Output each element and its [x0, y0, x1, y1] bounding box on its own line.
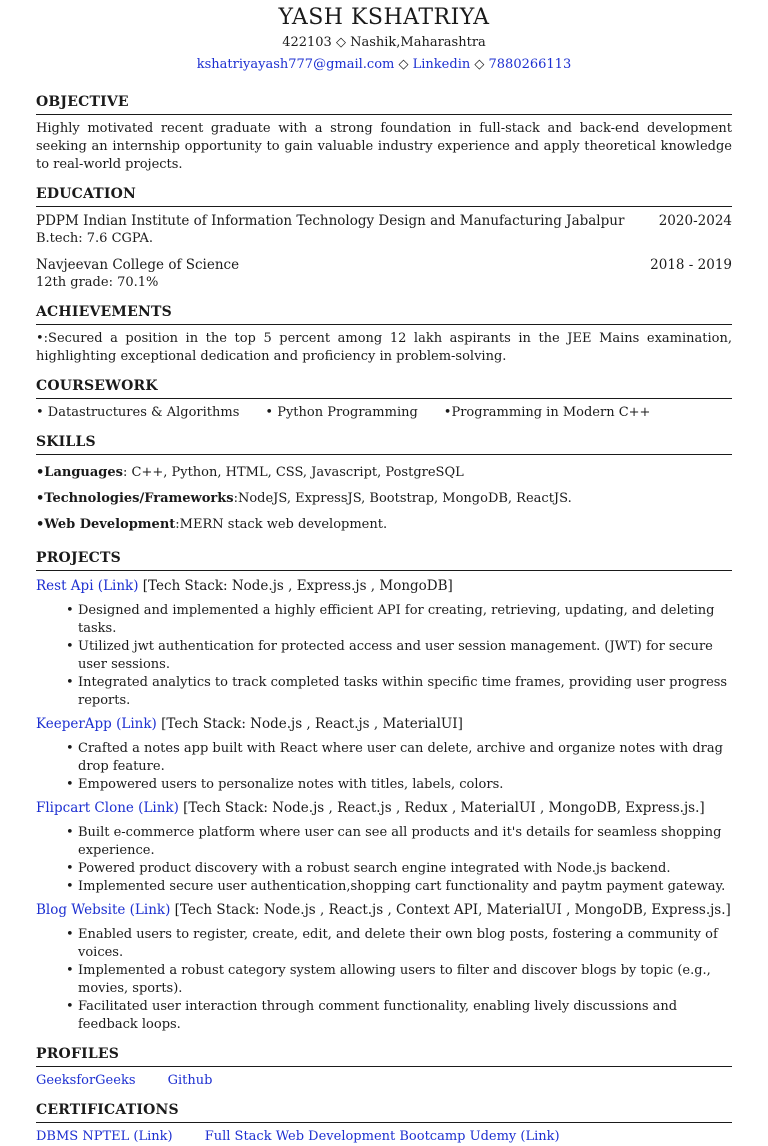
section-title-skills: SKILLS	[36, 434, 732, 455]
education-detail: 12th grade: 70.1%	[36, 275, 159, 290]
linkedin-link[interactable]: Linkedin	[412, 57, 471, 72]
profile-link-geeksforgeeks[interactable]: GeeksforGeeks	[36, 1073, 136, 1088]
project-link[interactable]: Blog Website (Link)	[36, 902, 171, 918]
education-institution: Navjeevan College of Science	[36, 257, 240, 273]
section-title-certifications: CERTIFICATIONS	[36, 1102, 732, 1123]
project-link[interactable]: Flipcart Clone (Link)	[36, 800, 179, 816]
certification-link[interactable]: Full Stack Web Development Bootcamp Udemy (Link)	[204, 1129, 560, 1144]
project-stack: [Tech Stack: Node.js , Express.js , MongoDB]	[138, 578, 453, 594]
objective-text: Highly motivated recent graduate with a strong foundation in full-stack and back-end development seeking an internship opportunity to gain valuable industry experience and apply theoretical knowledge to real-world projects.	[36, 121, 732, 172]
resume-page	[36, 0, 732, 1146]
phone-link[interactable]: 7880266113	[488, 57, 572, 72]
project-item	[36, 900, 732, 1034]
project-bullet: • Crafted a notes app built with React where user can delete, archive and organize notes with drag drop feature.	[66, 740, 732, 776]
education-item	[36, 256, 732, 292]
contact-line	[36, 54, 732, 76]
skill-line	[36, 512, 732, 538]
education-detail: B.tech: 7.6 CGPA.	[36, 231, 153, 246]
project-bullet: • Built e-commerce platform where user can see all products and it's details for seamless shopping experience.	[66, 824, 732, 860]
section-title-achievements: ACHIEVEMENTS	[36, 304, 732, 325]
project-bullet: • Facilitated user interaction through comment functionality, enabling lively discussions and feedback loops.	[66, 998, 732, 1034]
section-title-projects: PROJECTS	[36, 550, 732, 571]
project-bullet: • Powered product discovery with a robust search engine integrated with Node.js backend.	[66, 860, 732, 878]
profiles-list	[36, 1072, 732, 1090]
achievement-text: •:Secured a position in the top 5 percent among 12 lakh aspirants in the JEE Mains examination, highlighting exceptional dedication and proficiency in problem-solving.	[36, 331, 732, 364]
skill-label: •Technologies/Frameworks	[36, 491, 234, 506]
certifications-list	[36, 1128, 732, 1146]
project-bullet: • Designed and implemented a highly efficient API for creating, retrieving, updating, and deleting tasks.	[66, 602, 732, 638]
project-item	[36, 798, 732, 896]
skill-line	[36, 486, 732, 512]
course-item: •Programming in Modern C++	[443, 405, 651, 420]
project-stack: [Tech Stack: Node.js , React.js , Context API, MaterialUI , MongoDB, Express.js.]	[170, 902, 731, 918]
skill-value: :NodeJS, ExpressJS, Bootstrap, MongoDB, ReactJS.	[233, 491, 572, 506]
project-link[interactable]: KeeperApp (Link)	[36, 716, 157, 732]
project-link[interactable]: Rest Api (Link)	[36, 578, 139, 594]
project-bullet: • Implemented secure user authentication,shopping cart functionality and paytm payment gateway.	[66, 878, 732, 896]
project-bullet: • Implemented a robust category system allowing users to filter and discover blogs by topic (e.g., movies, sports).	[66, 962, 732, 998]
project-stack: [Tech Stack: Node.js , React.js , MaterialUI]	[156, 716, 463, 732]
course-item: • Datastructures & Algorithms	[36, 405, 240, 420]
section-title-education: EDUCATION	[36, 186, 732, 207]
project-bullet: • Enabled users to register, create, edit, and delete their own blog posts, fostering a community of voices.	[66, 926, 732, 962]
education-years: 2018 - 2019	[650, 257, 732, 273]
project-item	[36, 714, 732, 794]
skill-label: •Languages	[36, 465, 123, 480]
skill-value: :MERN stack web development.	[175, 517, 388, 532]
address-line: 422103 ◇ Nashik,Maharashtra	[282, 35, 486, 50]
skill-label: •Web Development	[36, 517, 176, 532]
project-stack: [Tech Stack: Node.js , React.js , Redux , MaterialUI , MongoDB, Express.js.]	[178, 800, 705, 816]
profile-link-github[interactable]: Github	[167, 1073, 213, 1088]
email-link[interactable]: kshatriyayash777@gmail.com	[196, 57, 395, 72]
coursework-list	[36, 404, 732, 422]
separator: ◇	[398, 57, 409, 72]
project-bullet: • Utilized jwt authentication for protected access and user session management. (JWT) for secure user sessions.	[66, 638, 732, 674]
project-item	[36, 576, 732, 710]
candidate-name: YASH KSHATRIYA	[278, 5, 490, 30]
certification-link[interactable]: DBMS NPTEL (Link)	[36, 1129, 173, 1144]
project-bullet: • Empowered users to personalize notes with titles, labels, colors.	[66, 776, 732, 794]
skill-line	[36, 460, 732, 486]
project-bullet: • Integrated analytics to track completed tasks within specific time frames, providing user progress reports.	[66, 674, 732, 710]
separator: ◇	[474, 57, 485, 72]
education-institution: PDPM Indian Institute of Information Technology Design and Manufacturing Jabalpur	[36, 213, 625, 229]
education-item	[36, 212, 732, 248]
education-years: 2020-2024	[658, 213, 732, 229]
skill-value: : C++, Python, HTML, CSS, Javascript, PostgreSQL	[122, 465, 464, 480]
section-title-profiles: PROFILES	[36, 1046, 732, 1067]
section-title-coursework: COURSEWORK	[36, 378, 732, 399]
course-item: • Python Programming	[265, 405, 418, 420]
section-title-objective: OBJECTIVE	[36, 94, 732, 115]
